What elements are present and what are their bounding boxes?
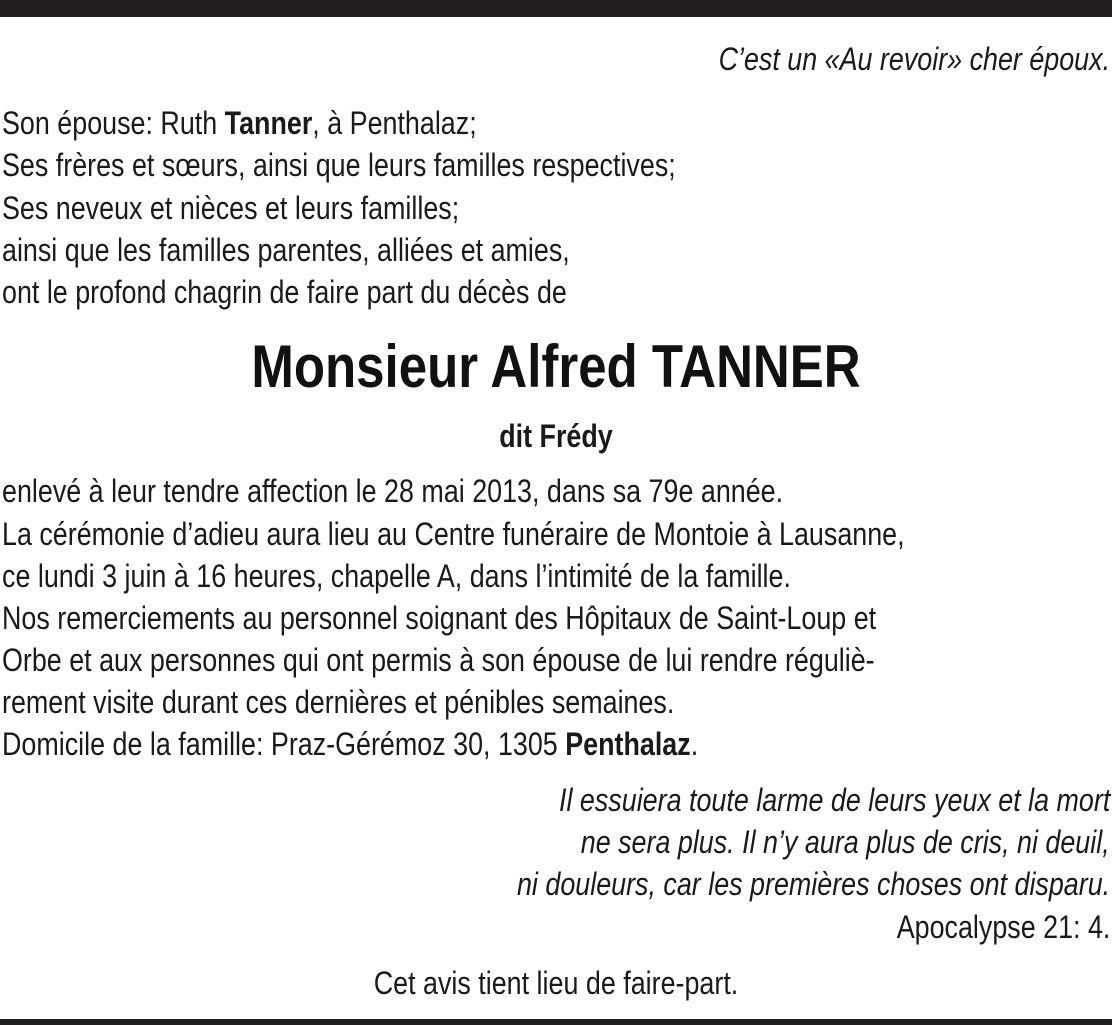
announcement-line: ont le profond chagrin de faire part du décès de: [2, 274, 567, 310]
nephews-line: Ses neveux et nièces et leurs familles;: [2, 190, 460, 226]
siblings-line: Ses frères et sœurs, ainsi que leurs familles respectives;: [2, 147, 676, 183]
details-line-2: La cérémonie d’adieu aura lieu au Centre funéraire de Montoie à Lausanne,: [2, 516, 905, 552]
relatives-line: ainsi que les familles parentes, alliées et amies,: [2, 232, 570, 268]
domicile-prefix: Domicile de la famille: Praz-Gérémoz 30, 1305: [2, 726, 566, 762]
top-border-rule: [0, 0, 1112, 17]
footer-note: Cet avis tient lieu de faire-part.: [373, 965, 739, 1001]
details-line-5: Orbe et aux personnes qui ont permis à son épouse de lui rendre réguliè-: [2, 642, 875, 678]
verse-line-1: Il essuiera toute larme de leurs yeux et la mort: [558, 782, 1110, 818]
spouse-prefix: Son épouse: Ruth: [2, 105, 225, 141]
domicile-town: Penthalaz: [565, 726, 691, 762]
details-line-6: rement visite durant ces dernières et pénibles semaines.: [2, 684, 675, 720]
details-line-1: enlevé à leur tendre affection le 28 mai 2013, dans sa 79e année.: [2, 473, 784, 509]
domicile-line: [2, 725, 698, 763]
header-quote: C’est un «Au revoir» cher époux.: [718, 41, 1110, 77]
details-line-3: ce lundi 3 juin à 16 heures, chapelle A, dans l’intimité de la famille.: [2, 558, 791, 594]
verse-reference: Apocalypse 21: 4.: [896, 909, 1110, 945]
deceased-nickname: dit Frédy: [499, 418, 613, 454]
spouse-line: [2, 104, 477, 142]
spouse-suffix: , à Penthalaz;: [312, 105, 477, 141]
verse-line-3: ni douleurs, car les premières choses ont disparu.: [516, 866, 1110, 902]
domicile-suffix: .: [690, 726, 699, 762]
deceased-name: Monsieur Alfred TANNER: [251, 333, 861, 400]
details-line-4: Nos remerciements au personnel soignant des Hôpitaux de Saint-Loup et: [2, 600, 877, 636]
spouse-surname: Tanner: [224, 105, 313, 141]
bottom-border-rule: [0, 1019, 1112, 1025]
verse-line-2: ne sera plus. Il n’y aura plus de cris, ni deuil,: [581, 824, 1110, 860]
